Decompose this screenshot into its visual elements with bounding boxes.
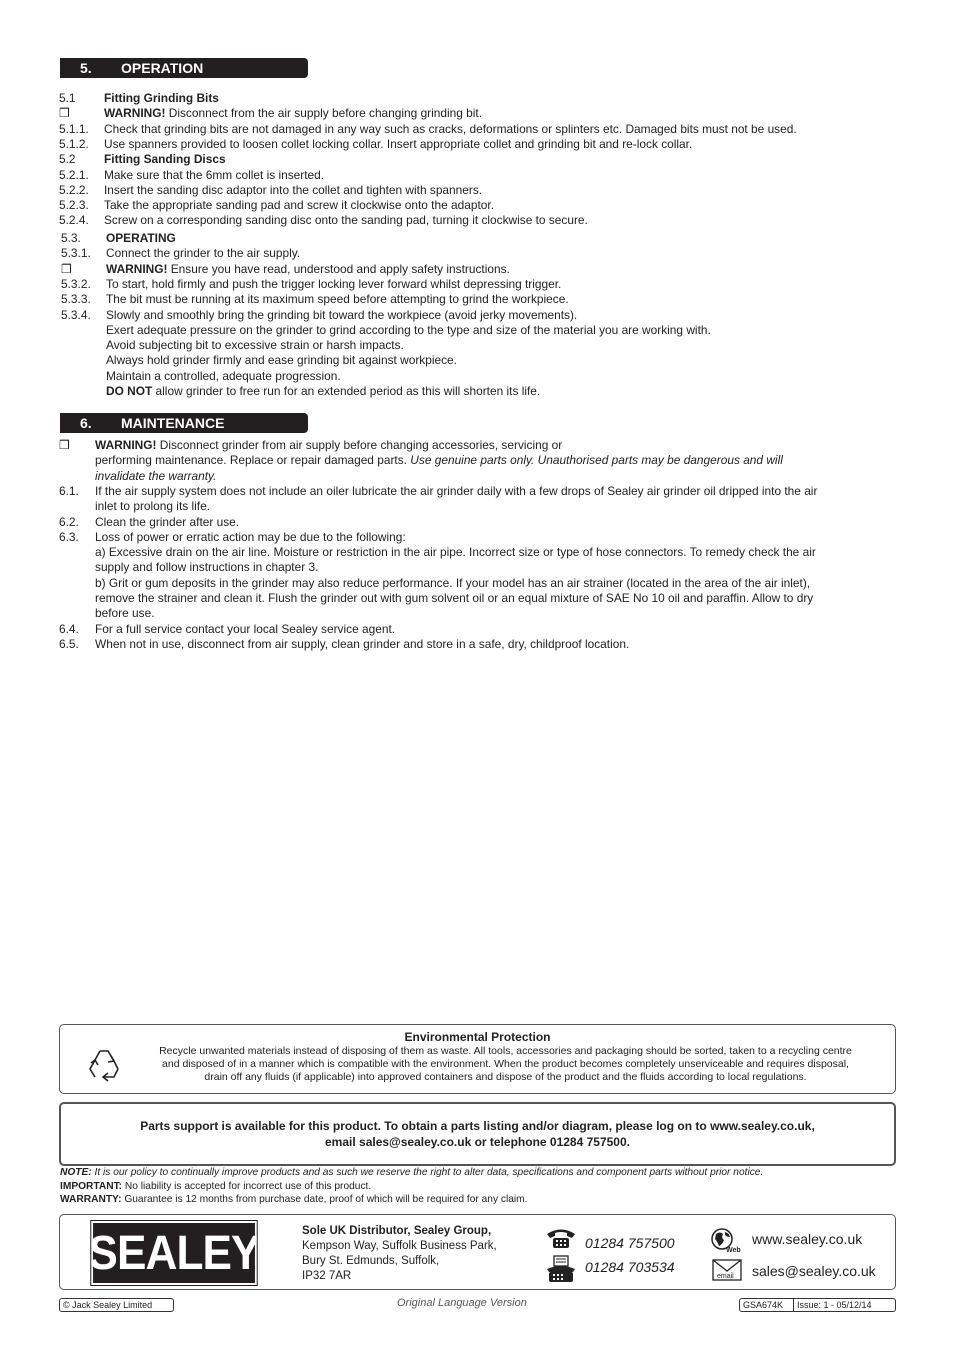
environmental-text-line: Recycle unwanted materials instead of disposing of them as waste. All tools, accessories and packaging should be sorted, taken to a recycling centre xyxy=(159,1045,852,1057)
bold-label: WARNING! xyxy=(106,261,168,276)
item-number: 6.2. xyxy=(59,514,79,529)
plain-text: Use spanners provided to loosen collet locking collar. Insert appropriate collet and grinding bit and re-lock collar. xyxy=(104,136,693,151)
footer-contact-box xyxy=(59,1214,896,1290)
item-text xyxy=(95,591,813,606)
item-number: 5.1.1. xyxy=(59,121,89,136)
plain-text: Ensure you have read, understood and apply safety instructions. xyxy=(167,261,510,276)
item-text xyxy=(106,231,176,246)
item-text xyxy=(106,353,457,368)
plain-text: Always hold grinder firmly and ease grinding bit against workpiece. xyxy=(106,353,457,368)
italic-text: invalidate the warranty. xyxy=(95,468,217,483)
item-text xyxy=(95,453,783,468)
item-text xyxy=(95,576,810,591)
copyright-box: © Jack Sealey Limited xyxy=(59,1298,174,1312)
note-text: It is our policy to continually improve products and as such we reserve the right to alter data, specifications and component parts without prior notice. xyxy=(91,1167,764,1178)
plain-text: a) Excessive drain on the air line. Moisture or restriction in the air pipe. Incorrect size or type of hose connectors. To remedy check the air xyxy=(95,545,816,560)
address-line: IP32 7AR xyxy=(302,1270,352,1282)
item-text xyxy=(95,515,239,530)
note-line xyxy=(60,1166,763,1179)
environmental-protection-box xyxy=(59,1024,896,1094)
web-icon-label: Web xyxy=(726,1247,741,1253)
item-text xyxy=(95,469,216,484)
section-5-header xyxy=(60,58,308,78)
phone-number[interactable]: 01284 757500 xyxy=(585,1235,675,1251)
plain-text: Screw on a corresponding sanding disc onto the sanding pad, turning it clockwise to secure. xyxy=(104,213,588,228)
plain-text: Exert adequate pressure on the grinder to grind according to the type and size of the material you are working with. xyxy=(106,322,711,337)
plain-text: Insert the sanding disc adaptor into the collet and tighten with spanners. xyxy=(104,182,483,197)
environmental-text-line: and disposed of in a manner which is compatible with the environment. When the product becomes completely unserviceable and requires disposal, xyxy=(162,1058,849,1070)
item-text xyxy=(104,183,482,198)
item-number: 5.3. xyxy=(61,231,81,245)
plain-text: To start, hold firmly and push the trigger locking lever forward whilst depressing trigger. xyxy=(106,276,562,291)
item-number: 5.1 xyxy=(59,91,76,105)
plain-text: For a full service contact your local Sealey service agent. xyxy=(95,621,396,636)
item-text xyxy=(95,622,395,637)
parts-support-line1: Parts support is available for this product. To obtain a parts listing and/or diagram, please log on to www.sealey.co.uk, xyxy=(140,1119,815,1133)
item-text xyxy=(104,91,219,106)
item-text xyxy=(106,308,577,323)
issue-date: Issue: 1 - 05/12/14 xyxy=(797,1300,872,1310)
item-text xyxy=(106,262,510,277)
warranty-line xyxy=(60,1193,528,1206)
item-text xyxy=(95,545,816,560)
plain-text: Disconnect from the air supply before changing grinding bit. xyxy=(165,106,483,121)
parts-support-line2: email sales@sealey.co.uk or telephone 01284 757500. xyxy=(325,1135,630,1149)
plain-text: before use. xyxy=(95,606,155,621)
telephone-icon xyxy=(545,1227,577,1249)
item-text xyxy=(106,246,300,261)
bold-label: WARNING! xyxy=(95,438,157,452)
plain-text: Slowly and smoothly bring the grinding bit toward the workpiece (avoid jerky movements). xyxy=(106,307,578,322)
item-text xyxy=(95,530,406,545)
item-text xyxy=(95,560,318,575)
item-text xyxy=(104,198,494,213)
plain-text: Make sure that the 6mm collet is inserted. xyxy=(104,167,325,182)
plain-text: Disconnect grinder from air supply before changing accessories, servicing or xyxy=(156,438,563,452)
item-text xyxy=(95,637,629,652)
checkbox-bullet-icon: ❒ xyxy=(59,106,70,121)
item-number: 5.2.2. xyxy=(59,182,89,197)
item-text xyxy=(106,338,404,353)
section-6-header xyxy=(60,413,308,433)
checkbox-bullet-icon: ❒ xyxy=(59,438,70,452)
website-link[interactable]: www.sealey.co.uk xyxy=(752,1231,863,1247)
item-text xyxy=(104,106,482,121)
language-version: Original Language Version xyxy=(397,1297,527,1309)
warranty-text: Guarantee is 12 months from purchase date, proof of which will be required for any claim. xyxy=(121,1194,528,1205)
plain-text: Connect the grinder to the air supply. xyxy=(106,246,301,261)
item-number: 6.4. xyxy=(59,621,79,636)
item-text xyxy=(95,438,562,453)
item-text xyxy=(106,323,711,338)
bold-label: WARNING! xyxy=(104,106,166,121)
plain-text: Take the appropriate sanding pad and screw it clockwise onto the adaptor. xyxy=(104,198,494,213)
important-line xyxy=(60,1180,371,1193)
item-number: 6.1. xyxy=(59,483,79,498)
item-text xyxy=(106,277,561,292)
bold-label: Fitting Sanding Discs xyxy=(104,152,226,167)
plain-text: Check that grinding bits are not damaged in any way such as cracks, deformations or splinters etc. Damaged bits must not be used. xyxy=(104,121,797,136)
item-number: 5.3.1. xyxy=(61,246,91,261)
italic-text: Use genuine parts only. Unauthorised parts may be dangerous and will xyxy=(410,453,783,468)
plain-text: Loss of power or erratic action may be due to the following: xyxy=(95,529,406,544)
item-number: 5.2.1. xyxy=(59,167,89,182)
section-number: 6. xyxy=(80,415,92,431)
item-number: 5.1.2. xyxy=(59,136,89,151)
sealey-logo: SEALEY xyxy=(91,1221,257,1285)
plain-text: Maintain a controlled, adequate progression. xyxy=(106,368,341,383)
address-line: Bury St. Edmunds, Suffolk, xyxy=(302,1255,440,1267)
section-title: MAINTENANCE xyxy=(121,415,225,431)
item-text xyxy=(106,292,569,307)
item-text xyxy=(104,122,797,137)
bold-label: DO NOT xyxy=(106,384,153,398)
item-number: 5.2.3. xyxy=(59,198,89,213)
plain-text: When not in use, disconnect from air supply, clean grinder and store in a safe, dry, childproof location. xyxy=(95,636,630,651)
globe-icon xyxy=(710,1227,744,1253)
plain-text: inlet to prolong its life. xyxy=(95,499,211,514)
item-text xyxy=(104,137,692,152)
important-text: No liability is accepted for incorrect use of this product. xyxy=(122,1181,372,1192)
fax-number[interactable]: 01284 703534 xyxy=(585,1259,675,1275)
email-icon-label: email xyxy=(717,1273,734,1280)
item-number: 5.2.4. xyxy=(59,213,89,228)
item-text xyxy=(106,369,341,384)
note-label: NOTE: xyxy=(60,1167,92,1178)
model-issue-box xyxy=(739,1298,896,1312)
bold-label: OPERATING xyxy=(106,231,176,245)
environmental-title: Environmental Protection xyxy=(404,1030,551,1044)
warranty-label: WARRANTY: xyxy=(60,1194,122,1205)
item-text xyxy=(95,606,155,621)
important-label: IMPORTANT: xyxy=(60,1181,123,1192)
parts-support-box xyxy=(59,1102,896,1166)
plain-text: remove the strainer and clean it. Flush the grinder out with gum solvent oil or an equal mixture of SAE No 10 oil and paraffin. Allow to dry xyxy=(95,591,814,605)
checkbox-bullet-icon: ❒ xyxy=(61,261,72,276)
plain-text: Clean the grinder after use. xyxy=(95,514,240,529)
section-title: OPERATION xyxy=(121,60,204,76)
plain-text: b) Grit or gum deposits in the grinder may also reduce performance. If your model has an air strainer (located in the area of the air inlet), xyxy=(95,575,811,590)
plain-text: If the air supply system does not include an oiler lubricate the air grinder daily with a few drops of Sealey air grinder oil dripped into the air xyxy=(95,483,818,498)
item-text xyxy=(95,484,817,499)
environmental-text-line: drain off any fluids (if applicable) into approved containers and dispose of the product and the fluids according to local regulations. xyxy=(204,1071,807,1083)
item-number: 5.2 xyxy=(59,152,76,167)
item-number: 5.3.4. xyxy=(61,307,91,322)
recycle-icon xyxy=(84,1045,124,1085)
item-text xyxy=(104,152,226,167)
plain-text: performing maintenance. Replace or repair damaged parts. xyxy=(95,453,411,468)
item-text xyxy=(104,213,588,228)
distributor-name: Sole UK Distributor, Sealey Group, xyxy=(302,1225,492,1237)
plain-text: supply and follow instructions in chapter 3. xyxy=(95,560,319,575)
environmental-text xyxy=(126,1045,885,1084)
email-link[interactable]: sales@sealey.co.uk xyxy=(752,1263,876,1279)
item-text xyxy=(106,384,540,399)
section-number: 5. xyxy=(80,60,92,76)
item-number: 5.3.3. xyxy=(61,292,91,307)
item-number: 5.3.2. xyxy=(61,276,91,291)
bold-label: Fitting Grinding Bits xyxy=(104,91,219,105)
address-line: Kempson Way, Suffolk Business Park, xyxy=(302,1240,497,1252)
email-icon xyxy=(712,1259,742,1281)
distributor-address xyxy=(302,1224,497,1284)
item-text xyxy=(95,499,210,514)
item-number: 6.5. xyxy=(59,636,79,651)
item-number: 6.3. xyxy=(59,529,79,544)
model-number: GSA674K xyxy=(743,1300,784,1310)
fax-icon xyxy=(545,1255,577,1283)
item-text xyxy=(104,168,324,183)
plain-text: The bit must be running at its maximum speed before attempting to grind the workpiece. xyxy=(106,292,569,307)
plain-text: allow grinder to free run for an extended period as this will shorten its life. xyxy=(152,384,541,398)
plain-text: Avoid subjecting bit to excessive strain or harsh impacts. xyxy=(106,338,404,353)
